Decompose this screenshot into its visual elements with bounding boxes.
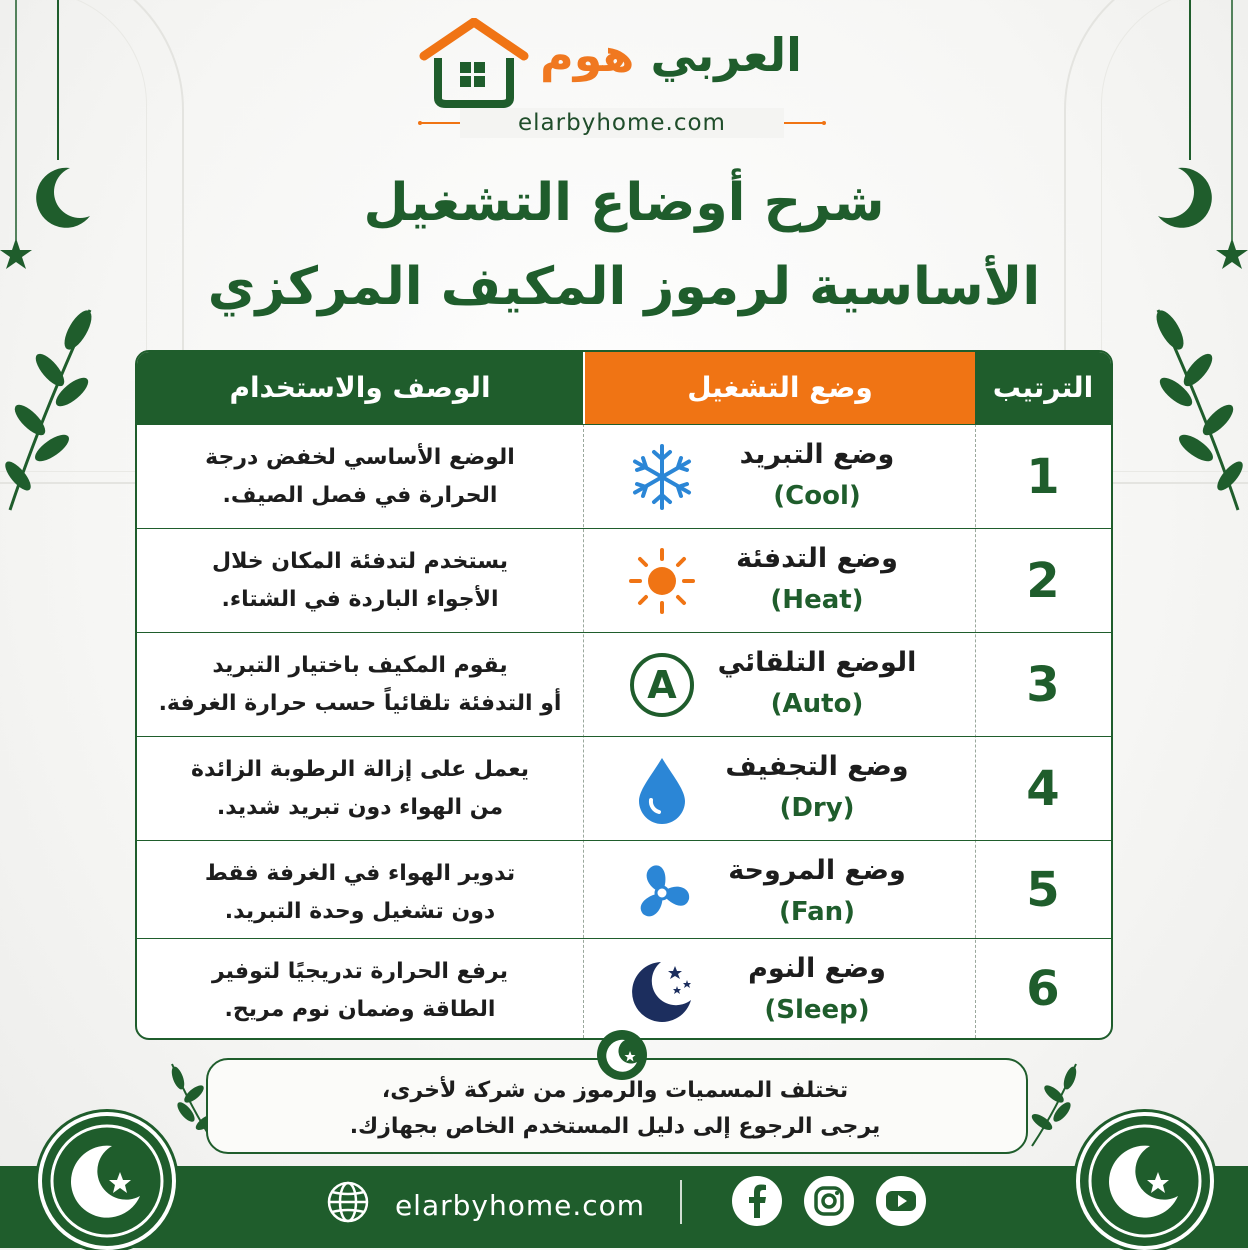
brand-url[interactable]: elarbyhome.com bbox=[460, 108, 784, 138]
mode-description bbox=[147, 953, 573, 1029]
fan-icon bbox=[627, 858, 697, 928]
row-number: 3 bbox=[1026, 657, 1060, 713]
mode-description bbox=[147, 543, 573, 619]
crescent-medal-left bbox=[38, 1112, 176, 1250]
mode-description bbox=[147, 647, 573, 723]
page-title-line1: شرح أوضاع التشغيل bbox=[363, 173, 885, 233]
row-number: 2 bbox=[1026, 553, 1060, 609]
description-line1: يرفع الحرارة تدريجيًا لتوفير bbox=[212, 959, 508, 984]
modes-table bbox=[135, 350, 1113, 1040]
leaf-branch-right-icon bbox=[1138, 300, 1248, 520]
crescent-medal-right bbox=[1076, 1112, 1214, 1250]
moon-stars-icon bbox=[627, 956, 697, 1026]
mode-description bbox=[147, 855, 573, 931]
description-line2: من الهواء دون تبريد شديد. bbox=[216, 795, 504, 820]
mode-description bbox=[147, 439, 573, 515]
youtube-icon[interactable] bbox=[876, 1176, 926, 1226]
logo-house-icon bbox=[418, 18, 530, 108]
mode-name-en: (Sleep) bbox=[764, 995, 870, 1025]
mode-name-en: (Dry) bbox=[779, 793, 855, 823]
table-row bbox=[137, 632, 1111, 737]
description-line1: يقوم المكيف باختيار التبريد bbox=[212, 653, 508, 678]
table-row bbox=[137, 424, 1111, 529]
svg-text:A: A bbox=[647, 663, 677, 707]
note-line2: يرجى الرجوع إلى دليل المستخدم الخاص بجهازك. bbox=[349, 1114, 881, 1139]
leaf-sprig-right-icon bbox=[1026, 1060, 1086, 1150]
mode-name-ar: وضع التدفئة bbox=[736, 543, 898, 574]
description-line2: الأجواء الباردة في الشتاء. bbox=[221, 587, 499, 612]
crescent-star-icon bbox=[597, 1030, 647, 1080]
header-rank: الترتيب bbox=[975, 352, 1111, 424]
table-row bbox=[137, 528, 1111, 633]
header-mode: وضع التشغيل bbox=[585, 352, 975, 424]
mode-name-ar: وضع المروحة bbox=[728, 855, 906, 886]
brand-name-part1: العربي bbox=[650, 28, 802, 82]
facebook-icon[interactable] bbox=[732, 1176, 782, 1226]
row-number: 6 bbox=[1026, 961, 1060, 1017]
mode-name-en: (Auto) bbox=[770, 689, 864, 719]
description-line1: يستخدم لتدفئة المكان خلال bbox=[211, 549, 508, 574]
crescent-star-icon bbox=[42, 1116, 172, 1246]
mode-name-en: (Fan) bbox=[778, 897, 856, 927]
row-number: 1 bbox=[1026, 449, 1060, 505]
brand-name-part2: هوم bbox=[540, 28, 635, 82]
brand-name bbox=[540, 28, 840, 98]
mode-name-ar: وضع التجفيف bbox=[725, 751, 909, 782]
footer-url[interactable]: elarbyhome.com bbox=[394, 1189, 646, 1222]
note-line1: تختلف المسميات والرموز من شركة لأخرى، bbox=[381, 1078, 849, 1103]
page-title-line2: الأساسية لرموز المكيف المركزي bbox=[207, 257, 1041, 317]
description-line1: يعمل على إزالة الرطوبة الزائدة bbox=[191, 757, 529, 782]
mode-name-en: (Cool) bbox=[773, 481, 861, 511]
description-line1: تدوير الهواء في الغرفة فقط bbox=[204, 861, 516, 886]
hanging-crescent-left-icon bbox=[0, 0, 120, 280]
row-number: 4 bbox=[1026, 761, 1060, 817]
instagram-icon[interactable] bbox=[804, 1176, 854, 1226]
mode-name-en: (Heat) bbox=[770, 585, 864, 615]
mode-name-ar: الوضع التلقائي bbox=[717, 647, 917, 678]
mode-name-ar: وضع التبريد bbox=[739, 439, 895, 470]
sun-icon bbox=[627, 546, 697, 616]
description-line2: أو التدفئة تلقائياً حسب حرارة الغرفة. bbox=[158, 691, 562, 716]
crescent-badge bbox=[597, 1030, 647, 1080]
row-number: 5 bbox=[1026, 862, 1060, 918]
snowflake-icon bbox=[627, 442, 697, 512]
crescent-star-icon bbox=[1080, 1116, 1210, 1246]
hanging-crescent-right-icon bbox=[1128, 0, 1248, 280]
footer-separator bbox=[680, 1180, 682, 1224]
auto-a-icon bbox=[627, 650, 697, 720]
water-drop-icon bbox=[627, 754, 697, 824]
table-row bbox=[137, 736, 1111, 841]
description-line2: الطاقة وضمان نوم مريح. bbox=[224, 997, 496, 1022]
table-row bbox=[137, 840, 1111, 939]
mode-name-ar: وضع النوم bbox=[748, 953, 886, 984]
header-description: الوصف والاستخدام bbox=[137, 352, 583, 424]
description-line2: دون تشغيل وحدة التبريد. bbox=[224, 899, 496, 924]
table-row bbox=[137, 938, 1111, 1039]
description-line2: الحرارة في فصل الصيف. bbox=[222, 483, 498, 508]
description-line1: الوضع الأساسي لخفض درجة bbox=[205, 445, 515, 470]
mode-description bbox=[147, 751, 573, 827]
leaf-branch-left-icon bbox=[0, 300, 110, 520]
globe-icon bbox=[326, 1180, 370, 1224]
